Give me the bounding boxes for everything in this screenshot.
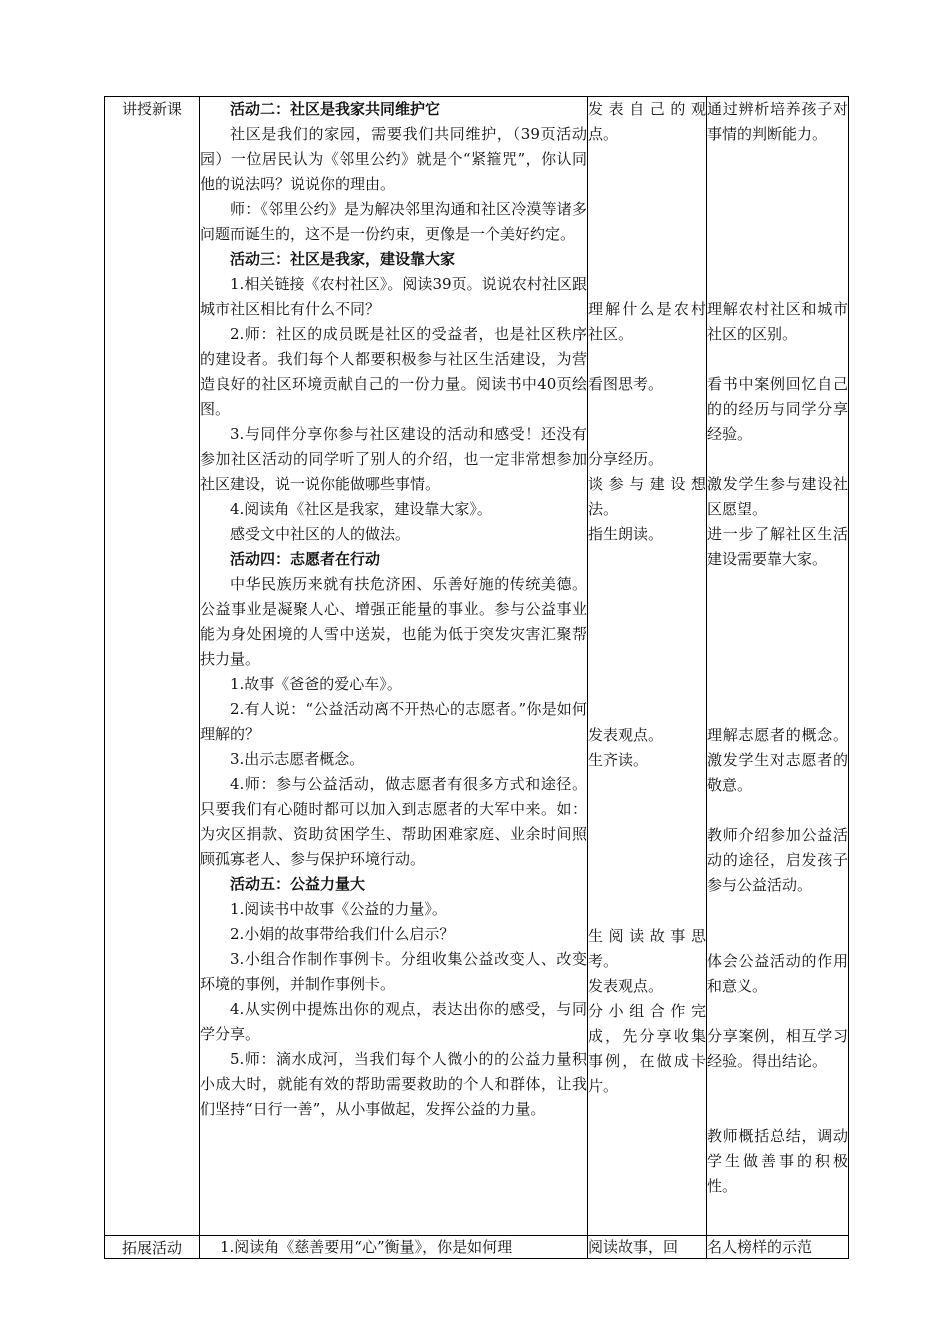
student-activity-cell [588,97,707,1236]
activity5-heading: 活动五：公益力量大 [230,875,366,893]
intent-note: 教师概括总结，调动学生做善事的积极性。 [707,1127,848,1195]
extension-text: 1.阅读角《慈善要用“心”衡量》，你是如何理 [220,1238,513,1256]
activity3-paragraph: 1.相关链接《农村社区》。阅读39页。说说农村社区跟城市社区相比有什么不同？ [200,275,587,318]
student-note: 谈参与建设想法。 [588,475,706,518]
activity5-paragraph: 1.阅读书中故事《公益的力量》。 [230,900,447,918]
activity3-paragraph: 3.与同伴分享你参与社区建设的活动和感受！还没有参加社区活动的同学听了别人的介绍，也一定非常想参加社区建设，说一说你能做哪些事情。 [200,425,587,493]
stage-label: 讲授新课 [121,100,182,118]
student-note: 分小组合作完成，先分享收集事例，在做成卡片。 [588,1002,706,1095]
student-note: 指生朗读。 [588,525,664,543]
table-row-teaching [105,97,849,1236]
activity4-paragraph: 2.有人说：“公益活动离不开热心的志愿者。”你是如何理解的？ [200,700,587,743]
activity2-paragraph: 社区是我们的家园，需要我们共同维护，（39页活动园）一位居民认为《邻里公约》就是个“紧箍咒”，你认同他的说法吗？说说你的理由。 [200,125,587,193]
activity3-paragraph: 感受文中社区的人的做法。 [230,525,411,543]
intent-note: 理解农村社区和城市社区的区别。 [707,300,848,343]
intent-note: 看书中案例回忆自己的的经历与同学分享经验。 [707,375,848,443]
intent-note: 理解志愿者的概念。激发学生对志愿者的敬意。 [707,726,848,794]
student-activity-cell [588,1236,707,1259]
student-note: 阅读故事，回 [588,1238,679,1256]
stage-label: 拓展活动 [121,1239,182,1257]
activity4-heading: 活动四：志愿者在行动 [230,550,381,568]
activity2-paragraph: 师：《邻里公约》是为解决邻里沟通和社区冷漠等诸多问题而诞生的，这不是一份约束，更像是一个美好约定。 [200,200,587,243]
student-note: 分享经历。 [588,450,664,468]
student-note: 看图思考。 [588,375,664,393]
intent-note: 名人榜样的示范 [707,1238,813,1256]
activity3-paragraph: 4.阅读角《社区是我家，建设靠大家》。 [230,500,492,518]
design-intent-cell [707,1236,849,1259]
student-note: 发表观点。 [588,977,664,995]
activity-cell [200,1236,588,1259]
student-note: 发表观点。 [588,726,664,744]
activity4-paragraph: 1.故事《爸爸的爱心车》。 [230,675,402,693]
activity3-heading: 活动三：社区是我家，建设靠大家 [230,250,456,268]
activity5-paragraph: 5.师：滴水成河，当我们每个人微小的的公益力量积小成大时，就能有效的帮助需要救助的个人和群体，让我们坚持“日行一善”，从小事做起，发挥公益的力量。 [200,1050,587,1118]
table-row-extension [105,1236,849,1259]
intent-note: 激发学生参与建设社区愿望。 [707,475,848,518]
activity4-paragraph: 3.出示志愿者概念。 [230,750,365,768]
activity4-paragraph: 4.师：参与公益活动，做志愿者有很多方式和途径。只要我们有心随时都可以加入到志愿者的大军中来。如：为灾区捐款、资助贫困学生、帮助困难家庭、业余时间照顾孤寡老人、参与保护环境行动。 [200,775,587,868]
activity-cell [200,97,588,1236]
activity3-paragraph: 2.师：社区的成员既是社区的受益者，也是社区秩序的建设者。我们每个人都要积极参与社区生活建设，为营造良好的社区环境贡献自己的一份力量。阅读书中40页绘图。 [200,325,587,418]
stage-cell [105,1236,200,1259]
activity5-paragraph: 3.小组合作制作事例卡。分组收集公益改变人、改变环境的事例，并制作事例卡。 [200,950,587,993]
activity5-paragraph: 4.从实例中提炼出你的观点，表达出你的感受，与同学分享。 [200,1000,587,1043]
activity4-paragraph: 中华民族历来就有扶危济困、乐善好施的传统美德。公益事业是凝聚人心、增强正能量的事业。参与公益事业能为身处困境的人雪中送炭，也能为低于突发灾害汇聚帮扶力量。 [200,575,587,668]
student-note: 生阅读故事思考。 [588,927,706,970]
student-note: 生齐读。 [588,751,649,769]
intent-note: 通过辨析培养孩子对事情的判断能力。 [707,100,848,143]
student-note: 理解什么是农村社区。 [588,300,706,343]
design-intent-cell [707,97,849,1236]
intent-note: 进一步了解社区生活建设需要靠大家。 [707,525,848,568]
activity2-heading: 活动二：社区是我家共同维护它 [230,100,441,118]
lesson-plan-table [104,96,849,1259]
intent-note: 教师介绍参加公益活动的途径，启发孩子参与公益活动。 [707,826,848,894]
activity5-paragraph: 2.小娟的故事带给我们什么启示？ [230,925,455,943]
student-note: 发表自己的观点。 [588,100,706,143]
intent-note: 体会公益活动的作用和意义。 [707,952,848,995]
intent-note: 分享案例，相互学习经验。得出结论。 [707,1027,848,1070]
stage-cell [105,97,200,1236]
